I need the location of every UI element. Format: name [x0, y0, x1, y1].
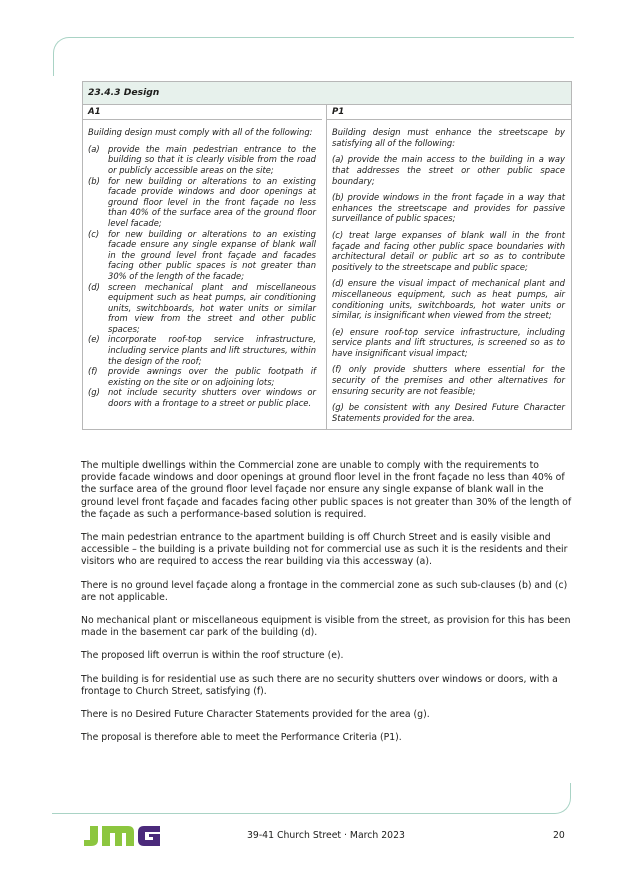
- paragraph: The multiple dwellings within the Commercial zone are unable to comply with the requirements to provide facade windows and door openings at ground floor level in the front façade no less than 40% of the surface area of the ground floor level façade nor ensure any single expanse of blank wall in the ground level front façade and facades facing other public spaces is not greater than 30% of the length of the façade as such a performance-based solution is required.: [81, 460, 572, 520]
- a1-list: [88, 144, 316, 409]
- list-item: (e) incorporate roof-top service infrastructure, including service plants and lift structures, within the design of the roof;: [88, 334, 316, 366]
- p1-body: [327, 120, 571, 429]
- list-item: (g) not include security shutters over windows or doors with a frontage to a street or public place.: [88, 387, 316, 409]
- paragraph: No mechanical plant or miscellaneous equipment is visible from the street, as provision for this has been made in the basement car park of the building (d).: [81, 615, 571, 639]
- assessment-text: [81, 460, 572, 755]
- page-frame-bottom: [52, 783, 571, 814]
- paragraph: The building is for residential use as such there are no security shutters over windows or doors, with a frontage to Church Street, satisfying (f).: [81, 673, 558, 697]
- p1-label: P1: [327, 105, 571, 121]
- jmg-logo: [82, 824, 162, 848]
- p1-item: (d) ensure the visual impact of mechanical plant and miscellaneous equipment, such as heat pumps, air conditioning units, switchboards, hot water units or similar, is insignificant when viewed from the street;: [332, 278, 565, 321]
- a1-body: [83, 120, 322, 414]
- list-item: (c) for new building or alterations to an existing facade ensure any single expanse of blank wall in the ground level front façade and facades facing other public spaces is not greater than 30% of the length of the facade;: [88, 228, 316, 281]
- paragraph: There is no ground level façade along a frontage in the commercial zone as such sub-clauses (b) and (c) are not applicable.: [81, 579, 568, 603]
- performance-criteria-column: [327, 105, 571, 430]
- paragraph: The proposed lift overrun is within the roof structure (e).: [81, 650, 344, 662]
- list-item: (d) screen mechanical plant and miscellaneous equipment such as heat pumps, air conditioning units, switchboards, hot water units or similar from view from the street and other public spaces;: [88, 281, 316, 334]
- paragraph: The main pedestrian entrance to the apartment building is off Church Street and is easily visible and accessible – the building is a private building not for commercial use as such it is the residents and their visitors who are required to access the rear building via this accessway (a).: [81, 532, 568, 568]
- acceptable-solution-column: [83, 105, 327, 430]
- list-item: (b) for new building or alterations to an existing facade provide windows and door openings at ground floor level in the front façade no less than 40% of the surface area of the ground floor level facade;: [88, 175, 316, 228]
- p1-intro: Building design must enhance the streetscape by satisfying all of the following:: [332, 127, 565, 148]
- paragraph: The proposal is therefore able to meet the Performance Criteria (P1).: [81, 732, 402, 744]
- table-heading: 23.4.3 Design: [83, 82, 571, 105]
- p1-item: (f) only provide shutters where essential for the security of the premises and other alternatives for ensuring security are not feasible;: [332, 364, 565, 396]
- p1-item: (b) provide windows in the front façade in a way that enhances the streetscape and provides for passive surveillance of public spaces;: [332, 192, 565, 224]
- list-item: (a) provide the main pedestrian entrance to the building so that it is clearly visible from the road or publicly accessible areas on the site;: [88, 143, 316, 175]
- page-frame-top: [53, 37, 574, 76]
- table-columns: [83, 105, 571, 430]
- footer-document-title: 39-41 Church Street · March 2023: [247, 830, 405, 841]
- p1-item: (e) ensure roof-top service infrastructure, including service plants and lift structures, is screened so as to have insignificant visual impact;: [332, 326, 565, 358]
- page-number: 20: [553, 830, 565, 841]
- a1-intro: Building design must comply with all of the following:: [88, 127, 313, 138]
- paragraph: There is no Desired Future Character Statements provided for the area (g).: [81, 709, 430, 721]
- p1-item: (c) treat large expanses of blank wall in the front façade and facing other public space boundaries with architectural detail or public art so as to contribute positively to the streetscape and public space;: [332, 229, 565, 272]
- p1-item: (g) be consistent with any Desired Future Character Statements provided for the area.: [332, 402, 565, 423]
- design-criteria-table: [82, 81, 572, 430]
- a1-label: A1: [83, 105, 322, 121]
- list-item: (f) provide awnings over the public footpath if existing on the site or on adjoining lots;: [88, 366, 316, 387]
- p1-item: (a) provide the main access to the building in a way that addresses the street or other public space boundary;: [332, 154, 565, 186]
